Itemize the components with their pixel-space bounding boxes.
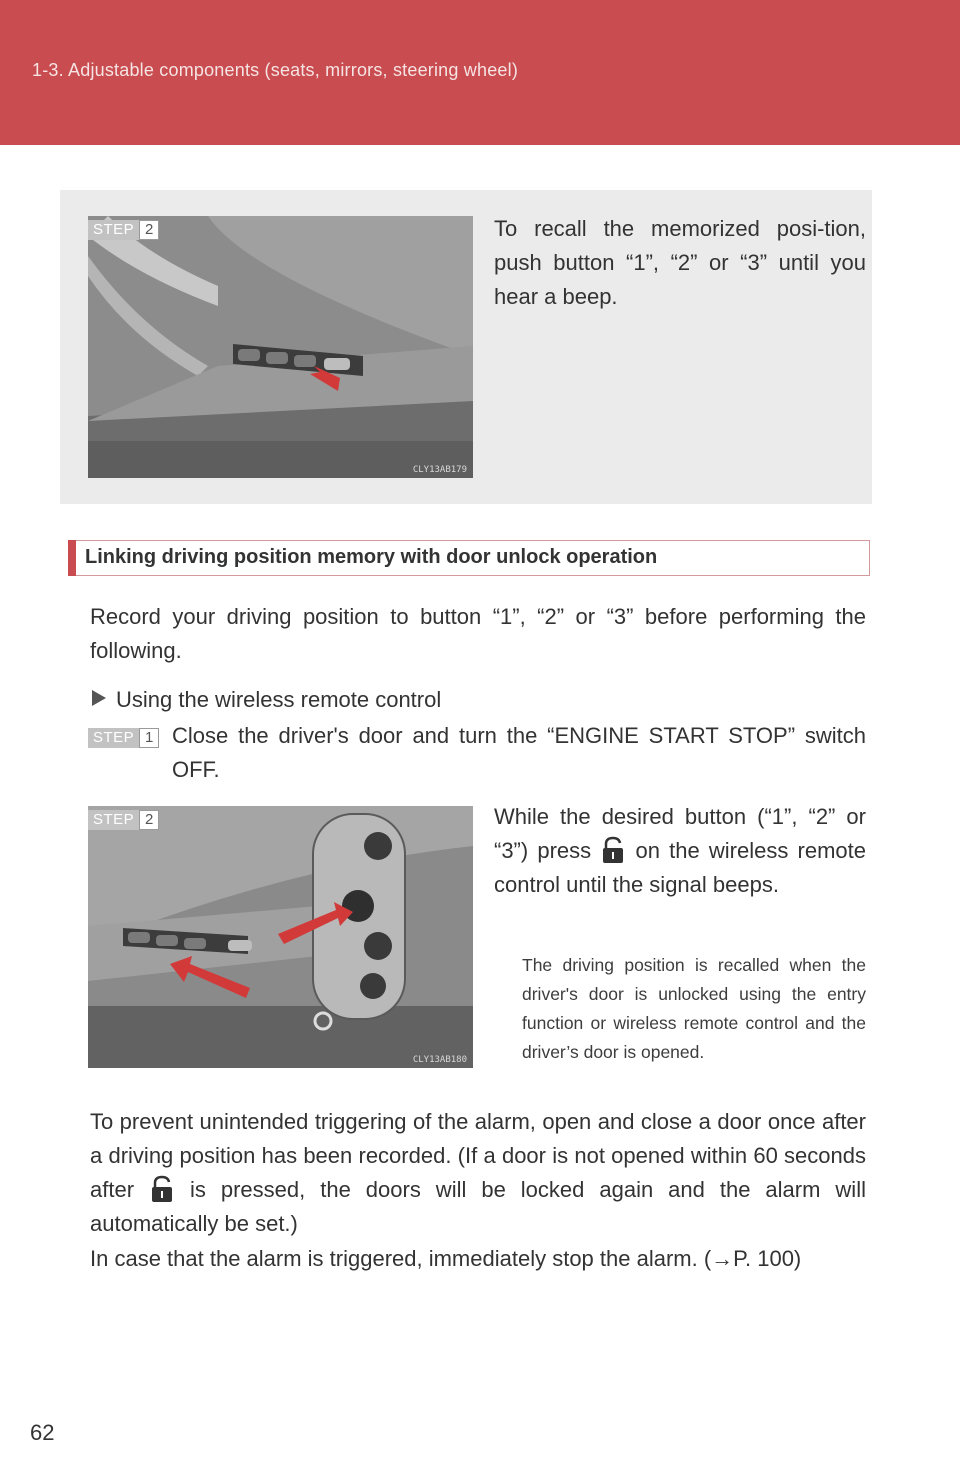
recall-note: The driving position is recalled when the driver's door is unlocked using the entry function or wireless remote control and the driver’s door is opened. (522, 955, 866, 1062)
step-label: STEP (88, 220, 139, 240)
step1-badge (88, 728, 159, 748)
section-heading (68, 540, 870, 576)
alarm-text-b: is pressed, the doors will be locked again and the alarm will automatically be set.) (90, 1177, 866, 1236)
intro-paragraph: Record your driving position to button “1”, “2” or “3” before performing the following. (90, 604, 866, 663)
step2-text (494, 800, 866, 902)
photo-code: CLY13AB179 (412, 465, 467, 475)
section-title: Linking driving position memory with door unlock operation (85, 546, 658, 568)
step2-badge-top (88, 220, 159, 240)
unlock-icon (600, 836, 626, 864)
alarm-paragraph (90, 1105, 866, 1241)
memory-buttons-photo (88, 216, 473, 478)
step-label: STEP (88, 810, 139, 830)
step2-text-b: on the wireless remote control until the signal beeps. (494, 838, 867, 897)
recall-instruction: To recall the memorized posi-tion, push button “1”, “2” or “3” until you hear a beep. (494, 216, 866, 309)
section-breadcrumb: 1-3. Adjustable components (seats, mirrors, steering wheel) (32, 60, 519, 80)
heading-accent-bar (68, 540, 76, 576)
photo-code: CLY13AB180 (412, 1055, 467, 1065)
door-panel-illustration (88, 216, 473, 478)
step-number: 1 (139, 728, 159, 748)
bullet-item (92, 683, 441, 717)
bullet-text: Using the wireless remote control (116, 687, 442, 712)
alarm-stop-text: In case that the alarm is triggered, immediately stop the alarm. (→P. 100) (90, 1246, 802, 1271)
step-number: 2 (139, 810, 159, 830)
remote-illustration (88, 806, 473, 1068)
step-number: 2 (139, 220, 159, 240)
triangle-bullet-icon (92, 690, 106, 706)
step-label: STEP (88, 728, 139, 748)
alarm-text-a: To prevent unintended triggering of the alarm, open and close a door once after a driving position has been recorded. (If a door is not opened within 60 seconds after (90, 1109, 866, 1202)
step1-text: Close the driver's door and turn the “ENGINE START STOP” switch OFF. (172, 723, 866, 782)
chapter-header (0, 0, 960, 145)
step2-text-a: While the desired button (“1”, “2” or “3”) press (494, 804, 866, 863)
step2-badge (88, 810, 159, 830)
page-number: 62 (30, 1420, 55, 1445)
unlock-icon (149, 1175, 175, 1203)
remote-control-photo (88, 806, 473, 1068)
